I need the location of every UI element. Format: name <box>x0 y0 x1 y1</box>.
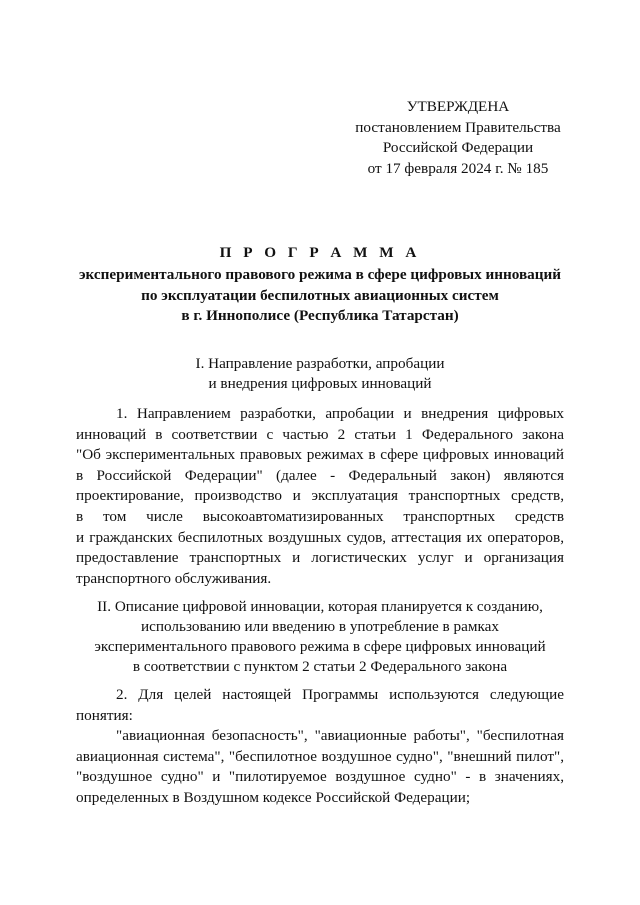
paragraph-line: инноваций в соответствии с частью 2 статьи 1 Федерального закона <box>76 425 564 443</box>
heading-line: экспериментального правового режима в сфере цифровых инноваций <box>94 638 546 655</box>
approval-line: постановлением Правительства <box>355 118 561 136</box>
program-title: П Р О Г Р А М М А <box>219 244 421 261</box>
paragraph-line: в Российской Федерации" (далее - Федеральный закон) являются <box>76 466 564 484</box>
paragraph-line: и гражданских беспилотных воздушных судов, аттестация их операторов, <box>76 528 564 546</box>
paragraph-line: понятия: <box>76 706 133 724</box>
paragraph-1 <box>76 404 564 589</box>
paragraph-line: транспортного обслуживания. <box>76 569 272 587</box>
heading-line: I. Направление разработки, апробации <box>195 355 445 372</box>
program-subtitle <box>60 265 580 327</box>
approval-stamp <box>340 97 576 179</box>
paragraph-line: проектирование, производство и эксплуатация транспортных средств, <box>76 487 564 505</box>
heading-line: и внедрения цифровых инноваций <box>208 375 432 392</box>
subtitle-line: экспериментального правового режима в сфере цифровых инноваций <box>78 266 562 283</box>
paragraph-line: 2. Для целей настоящей Программы используются следующие <box>116 686 564 703</box>
paragraph-line: определенных в Воздушном кодексе Российской Федерации; <box>76 788 471 806</box>
approval-line: УТВЕРЖДЕНА <box>406 98 510 115</box>
paragraph-2 <box>76 685 564 809</box>
paragraph-line: 1. Направлением разработки, апробации и внедрения цифровых <box>116 405 564 422</box>
section-1-heading <box>60 354 580 394</box>
heading-line: в соответствии с пунктом 2 статьи 2 Федерального закона <box>132 658 508 675</box>
paragraph-line: "воздушное судно" и "пилотируемое воздушное судно" - в значениях, <box>76 768 564 786</box>
paragraph-line: в том числе высокоавтоматизированных транспортных средств <box>76 507 564 525</box>
paragraph-line: предоставление транспортных и логистических услуг и организация <box>76 549 564 567</box>
paragraph-line: авиационная система", "беспилотное воздушное судно", "внешний пилот", <box>76 747 564 765</box>
approval-line: от 17 февраля 2024 г. № 185 <box>367 159 549 177</box>
heading-line: II. Описание цифровой инновации, которая планируется к созданию, <box>97 598 543 615</box>
heading-line: использованию или введению в употребление в рамках <box>141 618 499 635</box>
subtitle-line: в г. Иннополисе (Республика Татарстан) <box>181 307 459 324</box>
paragraph-line: "авиационная безопасность", "авиационные работы", "беспилотная <box>116 727 564 745</box>
approval-line: Российской Федерации <box>382 139 534 156</box>
section-2-heading <box>60 597 580 677</box>
subtitle-line: по эксплуатации беспилотных авиационных систем <box>141 286 499 304</box>
paragraph-line: "Об экспериментальных правовых режимах в сфере цифровых инноваций <box>76 446 564 464</box>
